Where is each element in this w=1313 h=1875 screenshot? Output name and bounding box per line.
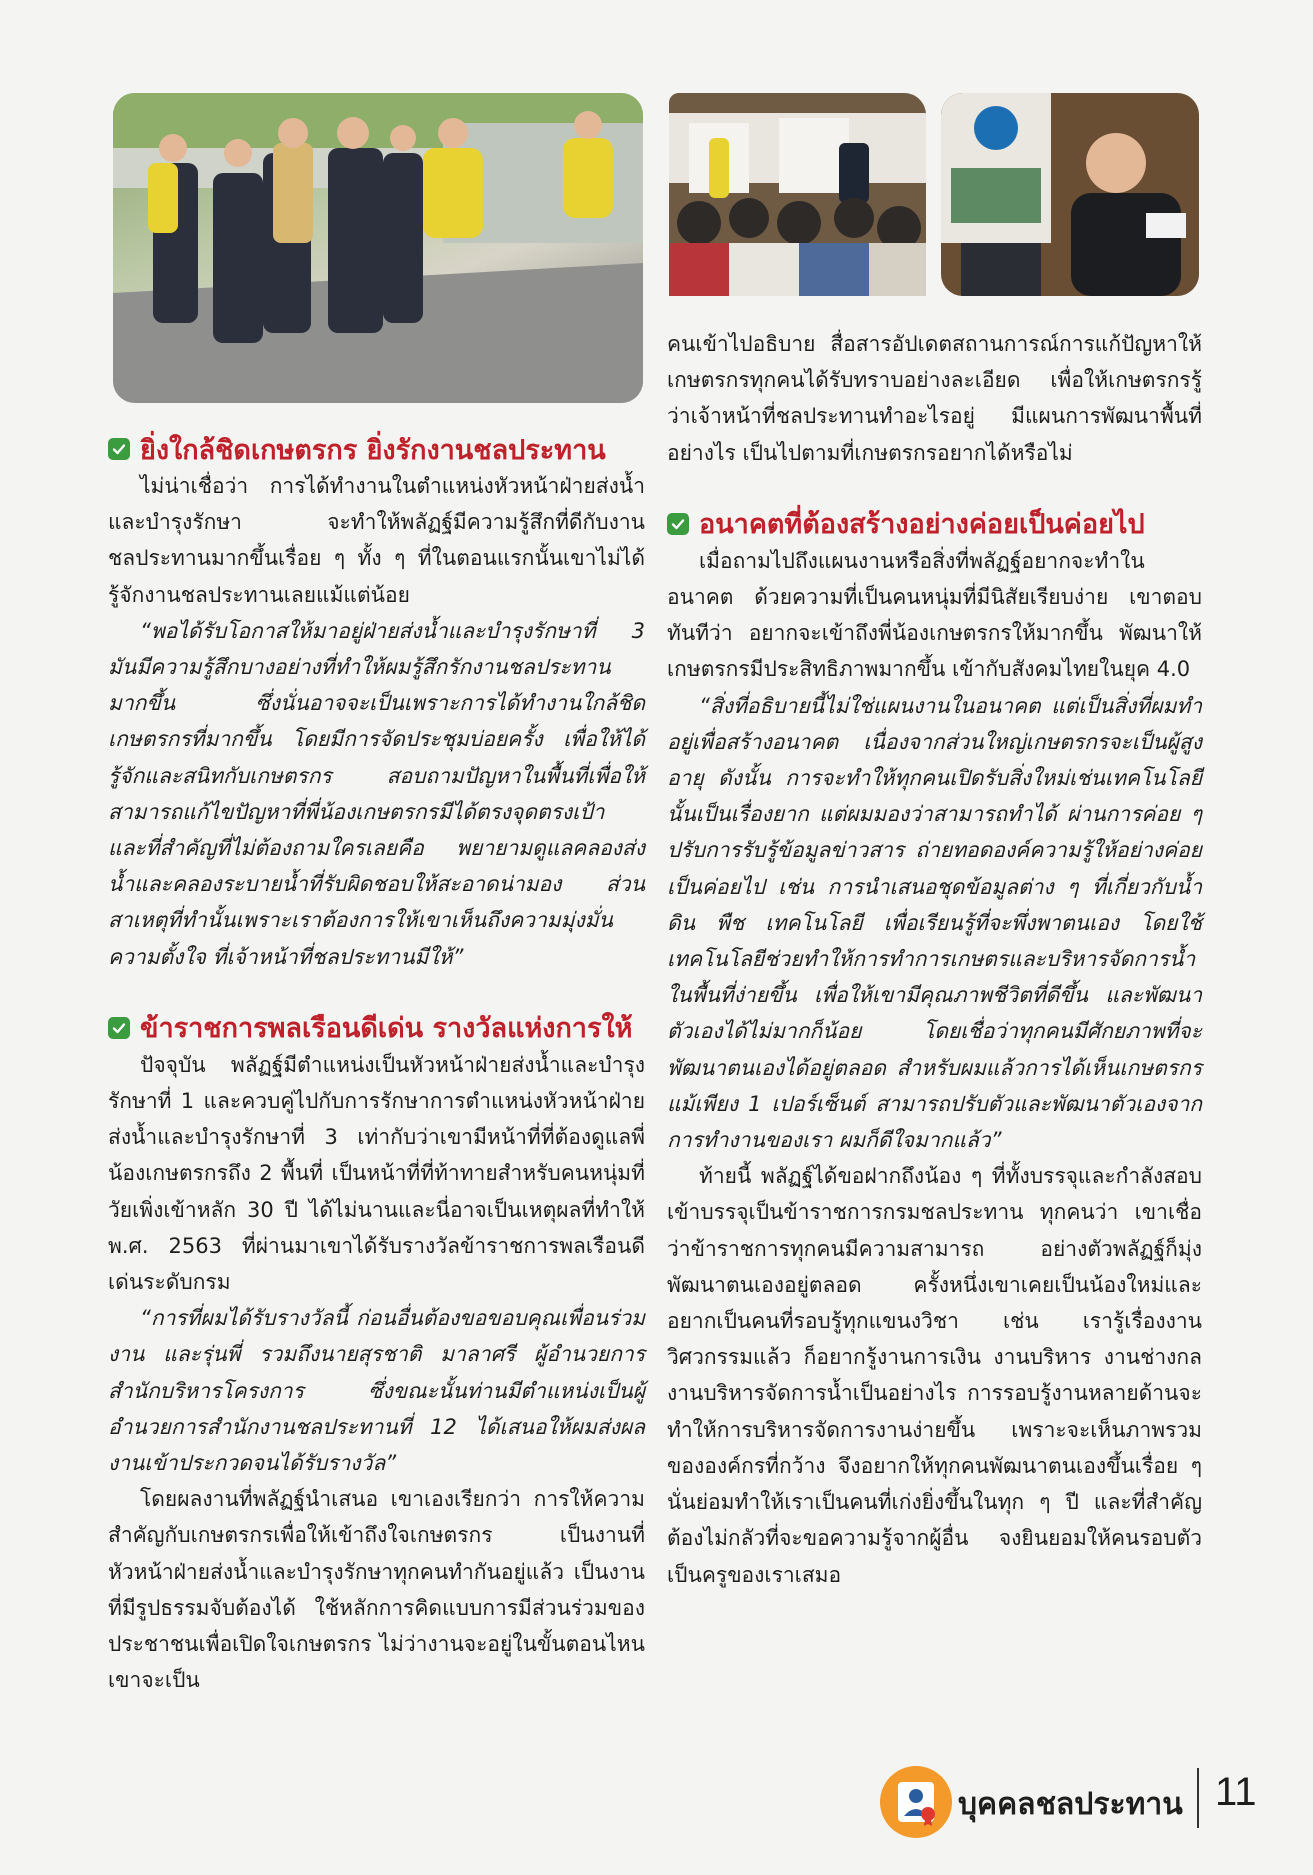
paragraph: ท้ายนี้ พลัฏฐ์ได้ขอฝากถึงน้อง ๆ ที่ทั้งบรรจุและกำลังสอบเข้าบรรจุเป็นข้าราชการกรมชลประทาน ทุกคนว่า เขาเชื่อว่าข้าราชการทุกคนมีความสามารถ อย่างตัวพลัฏฐ์ก็มุ่งพัฒนาตนเองอยู่ตลอด ครั้งหนึ่งเขาเคยเป็นน้องใหม่และอยากเป็นคนที่รอบรู้ทุกแขนงวิชา เช่น เรารู้เรื่องงานวิศวกรรมแล้ว ก็อยากรู้งานการเงิน งานบริหาร งานช่างกล งานบริหารจัดการน้ำเป็นอย่างไร การรอบรู้งานหลายด้านจะทำให้การบริหารจัดการงานง่ายขึ้น เพราะจะเห็นภาพรวมขององค์กรที่กว้าง จึงอยากให้ทุกคนพัฒนาตนเองขึ้นเรื่อย ๆ นั่นย่อมทำให้เราเป็นคนที่เก่งยิ่งขึ้นในทุก ๆ ปี และที่สำคัญต้องไม่กลัวที่จะขอความรู้จากผู้อื่น จงยินยอมให้คนรอบตัวเป็นครูของเราเสมอ (667, 1164, 1202, 1587)
paragraph: โดยผลงานที่พลัฏฐ์นำเสนอ เขาเองเรียกว่า การให้ความสำคัญกับเกษตรกรเพื่อให้เข้าถึงใจเกษตรกร เป็นงานที่หัวหน้าฝ่ายส่งน้ำและบำรุงรักษาทุกคนทำกันอยู่แล้ว เป็นงานที่มีรูปธรรมจับต้องได้ ใช้หลักการคิดแบบการมีส่วนร่วมของประชาชนเพื่อเปิดใจเกษตรกร ไม่ว่างานจะอยู่ในขั้นตอนไหน เขาจะเป็น (108, 1487, 645, 1693)
quote-paragraph: “พอได้รับโอกาสให้มาอยู่ฝ่ายส่งน้ำและบำรุงรักษาที่ 3 มันมีความรู้สึกบางอย่างที่ทำให้ผมรู้สึกรักงานชลประทานมากขึ้น ซึ่งนั่นอาจจะเป็นเพราะการได้ทำงานใกล้ชิดเกษตรกรที่มากขึ้น โดยมีการจัดประชุมบ่อยครั้ง เพื่อให้ได้รู้จักและสนิทกับเกษตรกร สอบถามปัญหาในพื้นที่เพื่อให้สามารถแก้ไขปัญหาที่พี่น้องเกษตรกรมีได้ตรงจุดตรงเป้า และที่สำคัญที่ไม่ต้องถามใครเลยคือ พยายามดูแลคลองส่งน้ำและคลองระบายน้ำที่รับผิดชอบให้สะอาดน่ามอง ส่วนสาเหตุที่ทำนั้นเพราะเราต้องการให้เขาเห็นถึงความมุ่งมั่น ความตั้งใจ ที่เจ้าหน้าที่ชลประทานมีให้” (108, 618, 645, 969)
divider (1197, 1768, 1199, 1828)
left-column (108, 430, 645, 1699)
paragraph: ปัจจุบัน พลัฏฐ์มีตำแหน่งเป็นหัวหน้าฝ่ายส่งน้ำและบำรุงรักษาที่ 1 และควบคู่ไปกับการรักษาการตำแหน่งหัวหน้าฝ่ายส่งน้ำและบำรุงรักษาที่ 3 เท่ากับว่าเขามีหน้าที่ที่ต้องดูแลพี่น้องเกษตรกรถึง 2 พื้นที่ เป็นหน้าที่ที่ท้าทายสำหรับคนหนุ่มที่วัยเพิ่งเข้าหลัก 30 ปี ได้ไม่นานและนี่อาจเป็นเหตุผลที่ทำให้พ.ศ. 2563 ที่ผ่านมาเขาได้รับรางวัลข้าราชการพลเรือนดีเด่นระดับกรม (108, 1052, 645, 1295)
section-heading (108, 430, 645, 468)
farmer-meeting-photo (669, 93, 926, 296)
section-heading (667, 505, 1202, 543)
paragraph: คนเข้าไปอธิบาย สื่อสารอัปเดตสถานการณ์การแก้ปัญหาให้เกษตรกรทุกคนได้รับทราบอย่างละเอียด เพื่อให้เกษตรกรรู้ว่าเจ้าหน้าที่ชลประทานทำอะไรอยู่ มีแผนการพัฒนาพื้นที่อย่างไร เป็นไปตามที่เกษตรกรอยากได้หรือไม่ (667, 332, 1202, 465)
heading-text: อนาคตที่ต้องสร้างอย่างค่อยเป็นค่อยไป (699, 509, 1145, 541)
checkbox-icon (108, 1017, 130, 1039)
quote-paragraph: “สิ่งที่อธิบายนี้ไม่ใช่แผนงานในอนาคต แต่เป็นสิ่งที่ผมทำอยู่เพื่อสร้างอนาคต เนื่องจากส่วนใหญ่เกษตรกรจะเป็นผู้สูงอายุ ดังนั้น การจะทำให้ทุกคนเปิดรับสิ่งใหม่เช่นเทคโนโลยีนั้นเป็นเรื่องยาก แต่ผมมองว่าสามารถทำได้ ผ่านการค่อย ๆ ปรับการรับรู้ข้อมูลข่าวสาร ถ่ายทอดองค์ความรู้ให้อย่างค่อยเป็นค่อยไป เช่น การนำเสนอชุดข้อมูลต่าง ๆ ที่เกี่ยวกับน้ำ ดิน พืช เทคโนโลยี เพื่อเรียนรู้ที่จะพึ่งพาตนเอง โดยใช้เทคโนโลยีช่วยทำให้การทำการเกษตรและบริหารจัดการน้ำในพื้นที่ง่ายขึ้น เพื่อให้เขามีคุณภาพชีวิตที่ดีขึ้น และพัฒนาตัวเองได้ไม่มากก็น้อย โดยเชื่อว่าทุกคนมีศักยภาพที่จะพัฒนาตนเองได้อยู่ตลอด สำหรับผมแล้วการได้เห็นเกษตรกรแม้เพียง 1 เปอร์เซ็นต์ สามารถปรับตัวและพัฒนาตัวเองจากการทำงานของเรา ผมก็ดีใจมากแล้ว” (667, 693, 1202, 1153)
section-body (667, 543, 1202, 1593)
section-heading (108, 1009, 645, 1047)
officials-walking-photo (113, 93, 643, 403)
page-number: 11 (1215, 1770, 1257, 1814)
checkbox-icon (667, 513, 689, 535)
checkbox-icon (108, 438, 130, 460)
person-award-icon (880, 1766, 952, 1838)
speaker-presentation-photo (941, 93, 1199, 296)
quote-paragraph: “การที่ผมได้รับรางวัลนี้ ก่อนอื่นต้องขอขอบคุณเพื่อนร่วมงาน และรุ่นพี่ รวมถึงนายสุรชาติ มาลาศรี ผู้อำนวยการสำนักบริหารโครงการ ซึ่งขณะนั้นท่านมีตำแหน่งเป็นผู้อำนวยการสำนักงานชลประทานที่ 12 ได้เสนอให้ผมส่งผลงานเข้าประกวดจนได้รับรางวัล” (108, 1306, 645, 1476)
section-body (108, 468, 645, 975)
heading-text: ข้าราชการพลเรือนดีเด่น รางวัลแห่งการให้ (140, 1013, 633, 1045)
section-body (108, 1047, 645, 1699)
right-column (667, 326, 1202, 1593)
paragraph: ไม่น่าเชื่อว่า การได้ทำงานในตำแหน่งหัวหน้าฝ่ายส่งน้ำและบำรุงรักษา จะทำให้พลัฏฐ์มีความรู้สึกที่ดีกับงานชลประทานมากขึ้นเรื่อย ๆ ทั้ง ๆ ที่ในตอนแรกนั้นเขาไม่ได้รู้จักงานชลประทานเลยแม้แต่น้อย (108, 474, 645, 607)
section-title: บุคคลชลประทาน (958, 1787, 1183, 1822)
heading-text: ยิ่งใกล้ชิดเกษตรกร ยิ่งรักงานชลประทาน (140, 434, 606, 466)
section-body (667, 326, 1202, 471)
paragraph: เมื่อถามไปถึงแผนงานหรือสิ่งที่พลัฏฐ์อยากจะทำในอนาคต ด้วยความที่เป็นคนหนุ่มที่มีนิสัยเรียบง่าย เขาตอบทันทีว่า อยากจะเข้าถึงพี่น้องเกษตรกรให้มากขึ้น พัฒนาให้เกษตรกรมีประสิทธิภาพมากขึ้น เข้ากับสังคมไทยในยุค 4.0 (667, 548, 1202, 682)
